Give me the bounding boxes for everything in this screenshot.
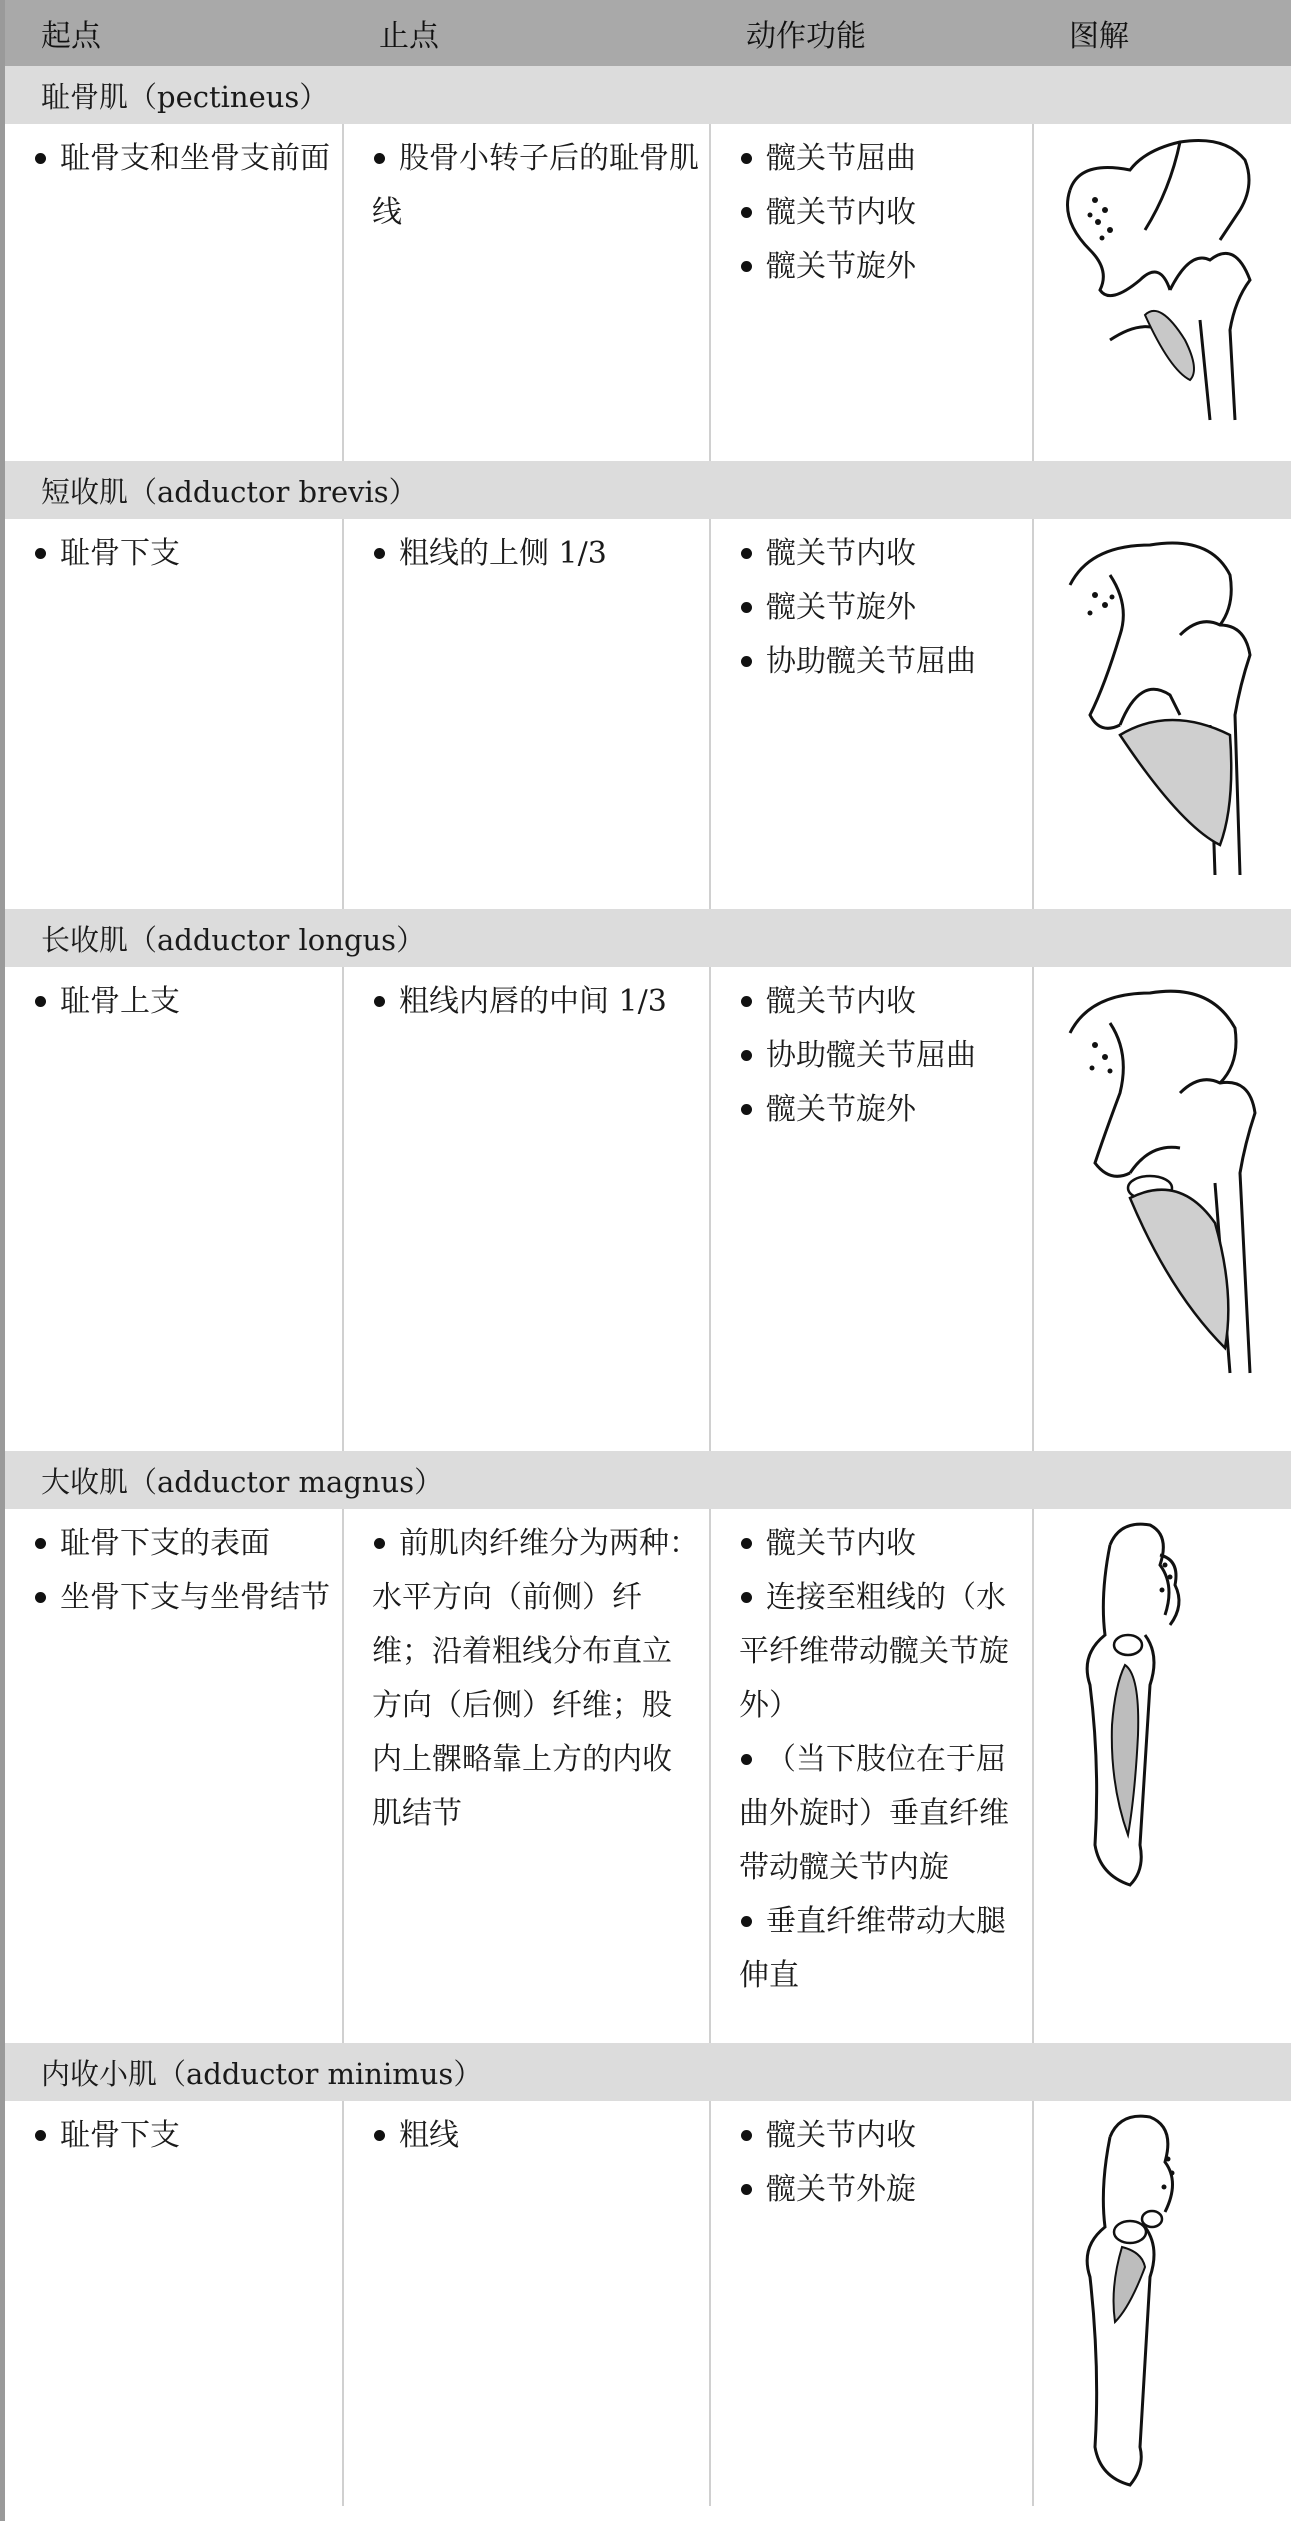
muscle-name: 长收肌（adductor longus） <box>5 909 1291 967</box>
origin-cell <box>5 967 343 1451</box>
muscle-name-row <box>5 1451 1291 1509</box>
bullet-icon <box>35 1592 46 1603</box>
action-item: 协助髋关节屈曲 <box>739 635 1022 689</box>
muscle-detail-row <box>5 967 1291 1451</box>
muscle-name-row <box>5 2043 1291 2101</box>
origin-item: 耻骨支和坐骨支前面 <box>33 132 332 186</box>
adductor-longus-illustration <box>1050 973 1286 1413</box>
bullet-icon <box>741 261 752 272</box>
insertion-item: 粗线 <box>372 2109 699 2163</box>
bullet-icon <box>741 656 752 667</box>
bullet-icon <box>741 1916 752 1927</box>
origin-item: 耻骨下支的表面 <box>33 1517 332 1571</box>
action-item: 髋关节内收 <box>739 2109 1022 2163</box>
origin-cell <box>5 124 343 461</box>
insertion-item: 粗线的上侧 1/3 <box>372 527 699 581</box>
action-item: 髋关节内收 <box>739 975 1022 1029</box>
bullet-icon <box>35 2130 46 2141</box>
insertion-cell <box>343 2101 710 2506</box>
insertion-item: 股骨小转子后的耻骨肌线 <box>372 141 699 230</box>
action-cell <box>710 2101 1033 2506</box>
muscle-name: 内收小肌（adductor minimus） <box>5 2043 1291 2101</box>
muscle-detail-row <box>5 2101 1291 2506</box>
action-item: 髋关节屈曲 <box>739 132 1022 186</box>
header-insertion: 止点 <box>343 0 710 66</box>
action-cell <box>710 519 1033 909</box>
bullet-icon <box>374 996 385 1007</box>
illustration-cell <box>1033 967 1291 1451</box>
header-row <box>5 0 1291 66</box>
bullet-icon <box>741 153 752 164</box>
bullet-icon <box>741 1592 752 1603</box>
bullet-icon <box>35 153 46 164</box>
action-item: 髋关节旋外 <box>739 581 1022 635</box>
action-item: 髋关节旋外 <box>739 1083 1022 1137</box>
bullet-icon <box>35 548 46 559</box>
muscle-name-row <box>5 909 1291 967</box>
muscle-name-row <box>5 461 1291 519</box>
insertion-item: 粗线内唇的中间 1/3 <box>372 975 699 1029</box>
muscle-name-row <box>5 66 1291 124</box>
muscle-name: 大收肌（adductor magnus） <box>5 1451 1291 1509</box>
header-illustration: 图解 <box>1033 0 1291 66</box>
insertion-item: 前肌肉纤维分为两种：水平方向（前侧）纤维；沿着粗线分布直立方向（后侧）纤维；股内上髁略靠上方的内收肌结节 <box>372 1526 699 1831</box>
action-item: 连接至粗线的（水平纤维带动髋关节旋外） <box>739 1580 1009 1723</box>
muscle-detail-row <box>5 124 1291 461</box>
bullet-icon <box>374 153 385 164</box>
bullet-icon <box>374 1538 385 1549</box>
bullet-icon <box>741 996 752 1007</box>
origin-item: 坐骨下支与坐骨结节 <box>33 1571 332 1625</box>
adductor-muscle-table <box>5 0 1291 2506</box>
insertion-cell <box>343 967 710 1451</box>
origin-item: 耻骨下支 <box>33 527 332 581</box>
insertion-cell <box>343 124 710 461</box>
origin-cell <box>5 1509 343 2043</box>
action-item: 协助髋关节屈曲 <box>739 1029 1022 1083</box>
pectineus-hip-illustration <box>1050 130 1286 430</box>
illustration-cell <box>1033 124 1291 461</box>
header-origin: 起点 <box>5 0 343 66</box>
adductor-minimus-illustration <box>1050 2107 1286 2497</box>
action-cell <box>710 1509 1033 2043</box>
action-item: 垂直纤维带动大腿伸直 <box>739 1904 1006 1993</box>
bullet-icon <box>35 996 46 1007</box>
action-cell <box>710 124 1033 461</box>
action-item: 髋关节外旋 <box>739 2163 1022 2217</box>
action-cell <box>710 967 1033 1451</box>
bullet-icon <box>741 1050 752 1061</box>
action-item: （当下肢位在于屈曲外旋时）垂直纤维带动髋关节内旋 <box>739 1742 1009 1885</box>
bullet-icon <box>741 2130 752 2141</box>
bullet-icon <box>741 1104 752 1115</box>
insertion-cell <box>343 519 710 909</box>
action-item: 髋关节内收 <box>739 1517 1022 1571</box>
bullet-icon <box>374 2130 385 2141</box>
adductor-brevis-illustration <box>1050 525 1286 885</box>
illustration-cell <box>1033 2101 1291 2506</box>
insertion-cell <box>343 1509 710 2043</box>
origin-item: 耻骨上支 <box>33 975 332 1029</box>
origin-cell <box>5 519 343 909</box>
action-item: 髋关节内收 <box>739 186 1022 240</box>
action-item: 髋关节内收 <box>739 527 1022 581</box>
illustration-cell <box>1033 519 1291 909</box>
bullet-icon <box>741 207 752 218</box>
illustration-cell <box>1033 1509 1291 2043</box>
muscle-detail-row <box>5 1509 1291 2043</box>
bullet-icon <box>741 548 752 559</box>
action-item: 髋关节旋外 <box>739 240 1022 294</box>
bullet-icon <box>741 1754 752 1765</box>
bullet-icon <box>741 1538 752 1549</box>
bullet-icon <box>741 602 752 613</box>
adductor-magnus-illustration <box>1050 1515 1286 1915</box>
bullet-icon <box>741 2184 752 2195</box>
bullet-icon <box>35 1538 46 1549</box>
origin-cell <box>5 2101 343 2506</box>
muscle-detail-row <box>5 519 1291 909</box>
bullet-icon <box>374 548 385 559</box>
muscle-name: 耻骨肌（pectineus） <box>5 66 1291 124</box>
header-action: 动作功能 <box>710 0 1033 66</box>
origin-item: 耻骨下支 <box>33 2109 332 2163</box>
muscle-name: 短收肌（adductor brevis） <box>5 461 1291 519</box>
